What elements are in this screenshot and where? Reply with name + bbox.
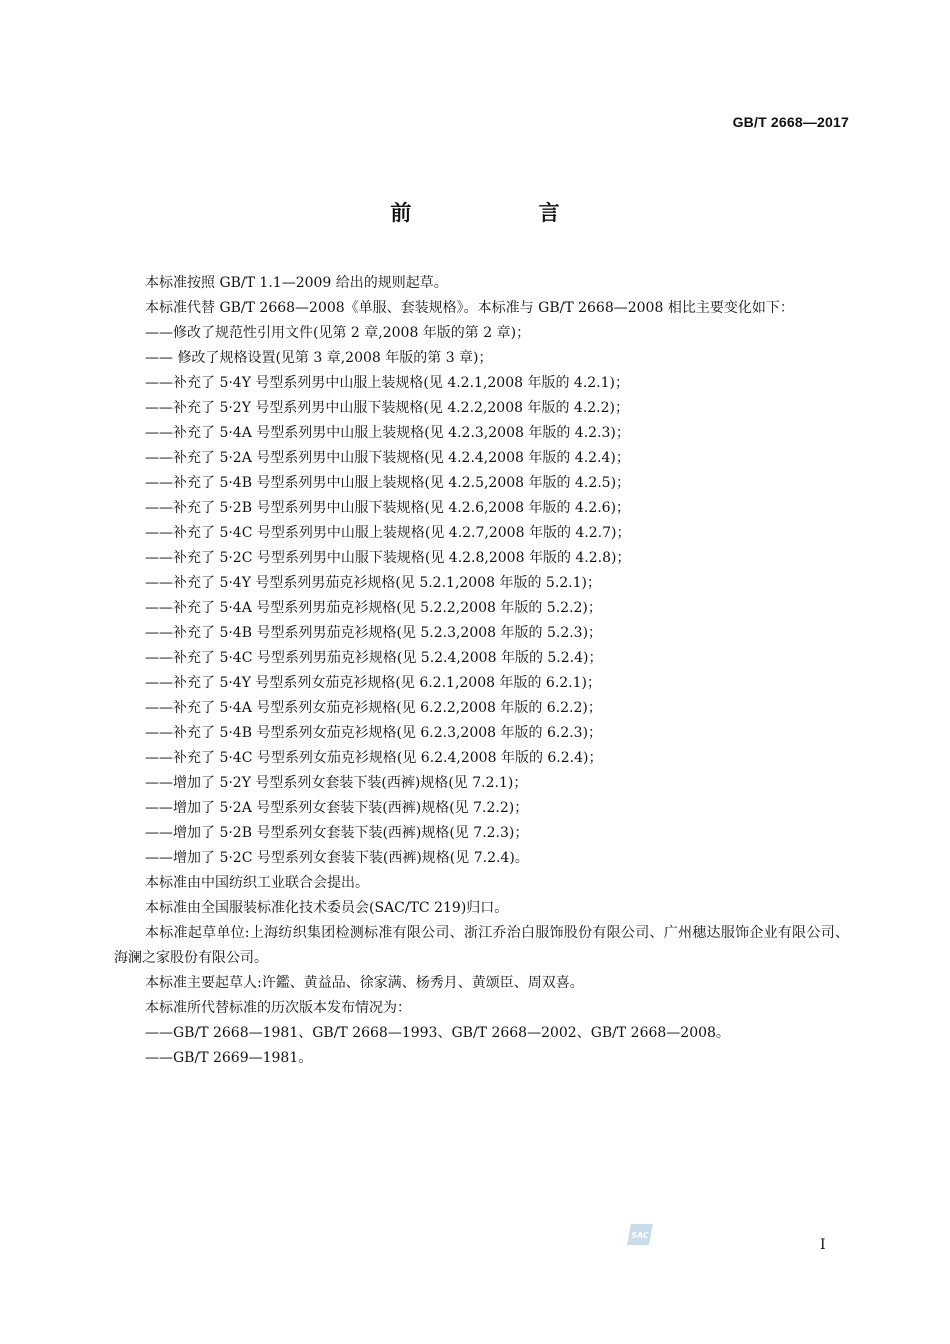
change-list [114, 321, 849, 871]
list-item: ——增加了 5·2Y 号型系列女套装下装(西裤)规格(见 7.2.1)； [145, 775, 528, 791]
history-list [114, 1021, 849, 1071]
list-item: ——补充了 5·4C 号型系列男茄克衫规格(见 5.2.4,2008 年版的 5.2.4)； [145, 650, 603, 666]
paragraph: 本标准主要起草人:许鑑、黄益品、徐家满、杨秀月、黄颂臣、周双喜。 [145, 975, 584, 991]
list-item: ——补充了 5·2A 号型系列男中山服下装规格(见 4.2.4,2008 年版的 4.2.4)； [145, 450, 630, 466]
list-item: ——GB/T 2668—1981、GB/T 2668—1993、GB/T 2668—2002、GB/T 2668—2008。 [145, 1025, 730, 1041]
list-item: ——补充了 5·4A 号型系列男茄克衫规格(见 5.2.2,2008 年版的 5.2.2)； [145, 600, 602, 616]
list-item: ——补充了 5·4B 号型系列男中山服上装规格(见 4.2.5,2008 年版的 4.2.5)； [145, 475, 631, 491]
paragraph: 本标准由中国纺织工业联合会提出。 [145, 875, 369, 891]
paragraph: 本标准由全国服装标准化技术委员会(SAC/TC 219)归口。 [145, 900, 509, 916]
paragraph: 本标准起草单位:上海纺织集团检测标准有限公司、浙江乔治白服饰股份有限公司、广州穗达服饰企业有限公司、海澜之家股份有限公司。 [114, 925, 849, 966]
list-item: ——补充了 5·4A 号型系列女茄克衫规格(见 6.2.2,2008 年版的 6.2.2)； [145, 700, 602, 716]
list-item: ——补充了 5·4Y 号型系列女茄克衫规格(见 6.2.1,2008 年版的 6.2.1)； [145, 675, 602, 691]
list-item: ——增加了 5·2A 号型系列女套装下装(西裤)规格(见 7.2.2)； [145, 800, 529, 816]
list-item: ——补充了 5·4A 号型系列男中山服上装规格(见 4.2.3,2008 年版的 4.2.3)； [145, 425, 630, 441]
document-code: GB/T 2668—2017 [732, 114, 849, 130]
list-item: —— 修改了规格设置(见第 3 章,2008 年版的第 3 章)； [145, 350, 493, 366]
list-item: ——补充了 5·2Y 号型系列男中山服下装规格(见 4.2.2,2008 年版的 4.2.2)； [145, 400, 630, 416]
paragraph: 本标准按照 GB/T 1.1—2009 给出的规则起草。 [145, 275, 448, 291]
list-item: ——增加了 5·2C 号型系列女套装下装(西裤)规格(见 7.2.4)。 [145, 850, 529, 866]
list-item: ——补充了 5·4B 号型系列男茄克衫规格(见 5.2.3,2008 年版的 5.2.3)； [145, 625, 603, 641]
list-item: ——补充了 5·4B 号型系列女茄克衫规格(见 6.2.3,2008 年版的 6.2.3)； [145, 725, 603, 741]
paragraph: 本标准代替 GB/T 2668—2008《单服、套装规格》。本标准与 GB/T 2668—2008 相比主要变化如下： [145, 300, 794, 316]
list-item: ——补充了 5·4Y 号型系列男中山服上装规格(见 4.2.1,2008 年版的 4.2.1)； [145, 375, 630, 391]
list-item: ——修改了规范性引用文件(见第 2 章,2008 年版的第 2 章)； [145, 325, 531, 341]
list-item: ——补充了 5·4C 号型系列男中山服上装规格(见 4.2.7,2008 年版的 4.2.7)； [145, 525, 631, 541]
foreword-body [114, 271, 849, 1071]
page-number: I [820, 1237, 826, 1253]
list-item: ——增加了 5·2B 号型系列女套装下装(西裤)规格(见 7.2.3)； [145, 825, 529, 841]
list-item: ——补充了 5·2C 号型系列男中山服下装规格(见 4.2.8,2008 年版的 4.2.8)； [145, 550, 631, 566]
sac-logo-icon [627, 1224, 655, 1245]
list-item: ——补充了 5·2B 号型系列男中山服下装规格(见 4.2.6,2008 年版的 4.2.6)； [145, 500, 631, 516]
list-item: ——补充了 5·4Y 号型系列男茄克衫规格(见 5.2.1,2008 年版的 5.2.1)； [145, 575, 602, 591]
list-item: ——GB/T 2669—1981。 [145, 1050, 313, 1066]
logo-text: SAC [631, 1231, 649, 1240]
list-item: ——补充了 5·4C 号型系列女茄克衫规格(见 6.2.4,2008 年版的 6.2.4)； [145, 750, 603, 766]
paragraph: 本标准所代替标准的历次版本发布情况为： [145, 1000, 411, 1016]
page-title: 前 言 [390, 201, 620, 225]
